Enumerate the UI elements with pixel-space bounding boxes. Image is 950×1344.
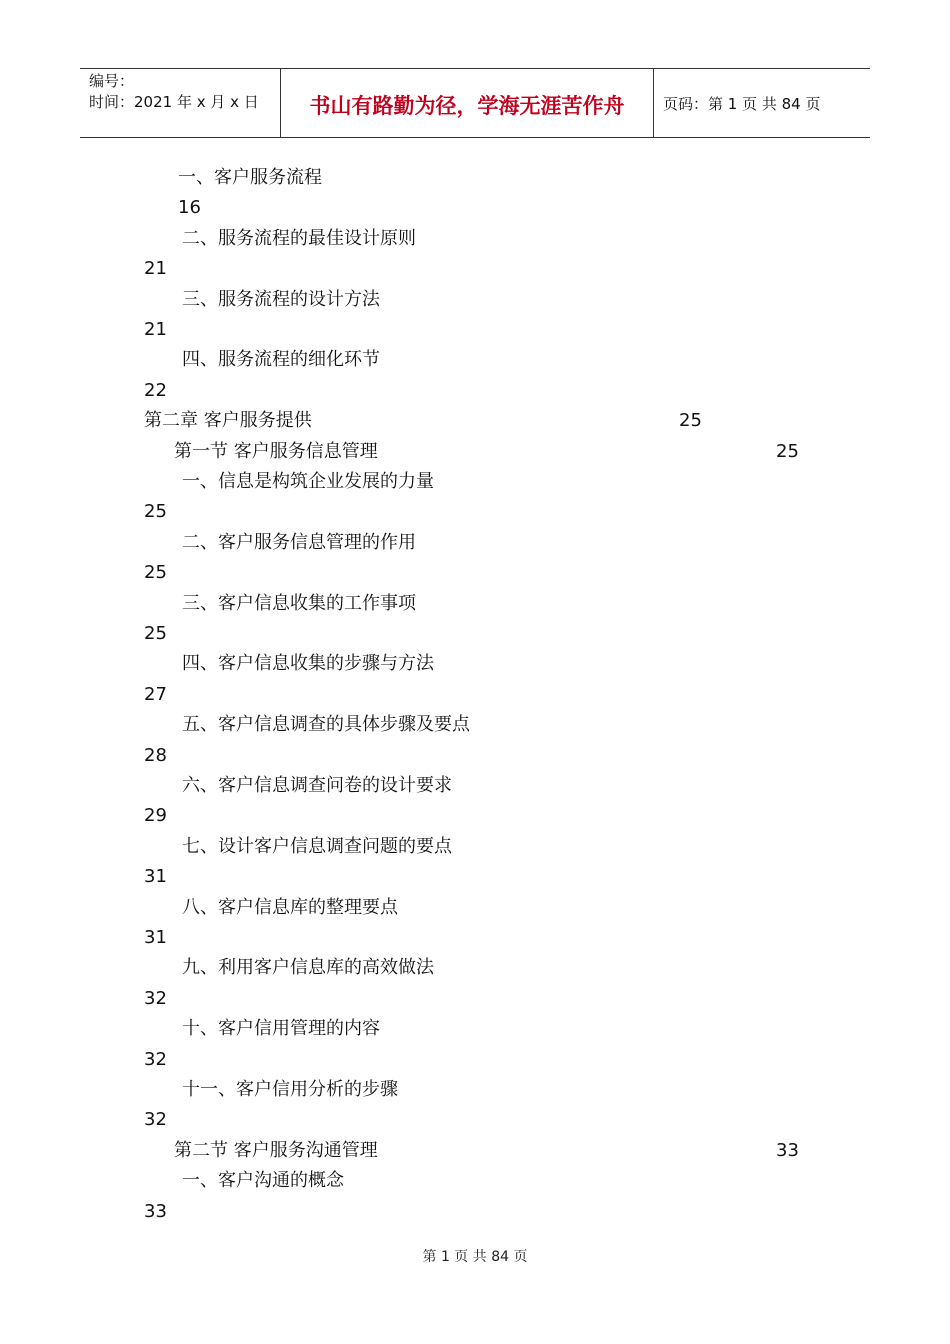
toc-page-number: 27	[144, 684, 167, 705]
toc-entry: 七、设计客户信息调查问题的要点	[182, 836, 452, 857]
toc-page-number: 28	[144, 745, 167, 766]
page-footer: 第 1 页 共 84 页	[422, 1249, 528, 1265]
toc-page-number: 33	[776, 1140, 799, 1161]
toc-page-number: 21	[144, 258, 167, 279]
code-label: 编号：	[89, 72, 135, 90]
toc-page-number: 21	[144, 319, 167, 340]
toc-entry: 四、客户信息收集的步骤与方法	[182, 653, 434, 674]
toc-entry: 二、客户服务信息管理的作用	[182, 532, 416, 553]
toc-page-number: 25	[144, 623, 167, 644]
toc-entry: 五、客户信息调查的具体步骤及要点	[182, 714, 470, 735]
toc-entry: 一、客户沟通的概念	[182, 1170, 344, 1191]
header-page-info: 页码：第 1 页 共 84 页	[663, 94, 821, 113]
time-label: 时间：2021 年 x 月 x 日	[89, 93, 259, 111]
toc-page-number: 31	[144, 866, 167, 887]
toc-page-number: 25	[776, 441, 799, 462]
toc-page-number: 32	[144, 1049, 167, 1070]
toc-entry: 九、利用客户信息库的高效做法	[182, 957, 434, 978]
toc-page-number: 25	[679, 410, 702, 431]
toc-chapter: 第二章 客户服务提供	[144, 410, 312, 431]
toc-entry: 八、客户信息库的整理要点	[182, 897, 398, 918]
toc-page-number: 31	[144, 927, 167, 948]
header-motto: 书山有路勤为径，学海无涯苦作舟	[280, 69, 654, 137]
toc-section: 第一节 客户服务信息管理	[174, 441, 378, 462]
toc-entry: 一、客户服务流程	[178, 167, 322, 188]
toc-entry: 三、客户信息收集的工作事项	[182, 593, 416, 614]
toc-entry: 一、信息是构筑企业发展的力量	[182, 471, 434, 492]
toc-page-number: 29	[144, 805, 167, 826]
toc-page-number: 32	[144, 1109, 167, 1130]
toc-page-number: 25	[144, 562, 167, 583]
toc-entry: 十一、客户信用分析的步骤	[182, 1079, 398, 1100]
toc-entry: 十、客户信用管理的内容	[182, 1018, 380, 1039]
toc-entry: 四、服务流程的细化环节	[182, 349, 380, 370]
toc-page-number: 32	[144, 988, 167, 1009]
page-header	[80, 68, 870, 138]
toc-entry: 三、服务流程的设计方法	[182, 289, 380, 310]
toc-entry: 六、客户信息调查问卷的设计要求	[182, 775, 452, 796]
toc-page-number: 22	[144, 380, 167, 401]
toc-page-number: 16	[178, 197, 201, 218]
toc-page-number: 33	[144, 1201, 167, 1222]
header-meta	[80, 69, 280, 137]
toc-page-number: 25	[144, 501, 167, 522]
toc-entry: 二、服务流程的最佳设计原则	[182, 228, 416, 249]
toc-section: 第二节 客户服务沟通管理	[174, 1140, 378, 1161]
